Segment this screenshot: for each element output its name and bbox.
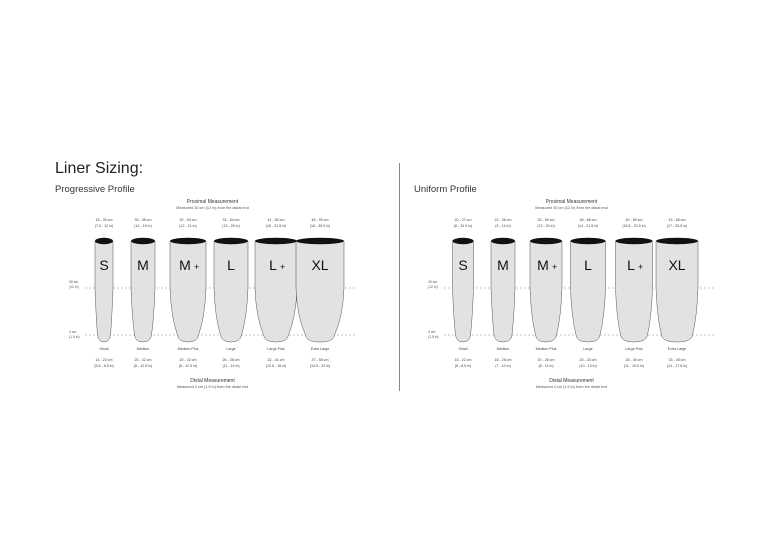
proximal-range-cm: 30 - 54 cm bbox=[179, 218, 197, 222]
marker-30cm-in: (12 in) bbox=[69, 284, 79, 289]
liner-opening bbox=[214, 238, 248, 244]
proximal-range bbox=[214, 217, 248, 229]
liner-opening bbox=[656, 238, 698, 244]
proximal-range-in: (18 - 35.5 in) bbox=[309, 224, 331, 228]
panel-subtitle-uniform: Uniform Profile bbox=[414, 184, 477, 195]
size-letter: M bbox=[537, 257, 549, 273]
distal-range-in: (5.5 - 8.5 in) bbox=[94, 364, 114, 368]
proximal-range-in: (16 - 31.5 in) bbox=[265, 224, 287, 228]
liner-opening bbox=[170, 238, 206, 244]
liner-opening bbox=[255, 238, 297, 244]
marker-30cm-cm: 30 cm bbox=[69, 280, 79, 284]
liner-medium-plus bbox=[530, 238, 562, 342]
size-name: Small bbox=[99, 347, 109, 351]
size-name: Medium bbox=[136, 347, 150, 351]
liner-opening bbox=[571, 238, 606, 244]
page-title: Liner Sizing: bbox=[55, 160, 144, 177]
size-name: Medium Plus bbox=[177, 347, 199, 351]
distal-range-cm: 26 - 36 cm bbox=[222, 358, 240, 362]
proximal-range bbox=[87, 217, 121, 229]
size-letter: M bbox=[137, 257, 149, 273]
proximal-range-in: (14 - 19 in) bbox=[134, 224, 152, 228]
size-letter: M bbox=[179, 257, 191, 273]
distal-range-in: (8 - 12.5 in) bbox=[133, 364, 153, 368]
size-letter: XL bbox=[311, 257, 329, 273]
distal-range-in: (10 - 13 in) bbox=[579, 364, 597, 368]
proximal-range-cm: 20 - 27 cm bbox=[454, 218, 472, 222]
proximal-range bbox=[617, 217, 651, 229]
size-name: Extra Large bbox=[310, 347, 330, 351]
size-plus: + bbox=[552, 262, 558, 272]
proximal-range-in: (13 - 25 in) bbox=[222, 224, 240, 228]
liner-small bbox=[95, 238, 113, 342]
liner-opening bbox=[491, 238, 515, 244]
size-letter: S bbox=[99, 257, 109, 273]
liner-small bbox=[453, 238, 474, 342]
liner-opening bbox=[616, 238, 653, 244]
marker-4cm bbox=[428, 330, 439, 339]
size-name: Large bbox=[583, 347, 593, 351]
marker-4cm bbox=[69, 330, 80, 339]
distal-header bbox=[55, 378, 370, 389]
proximal-range bbox=[486, 217, 520, 229]
distal-range-cm: 37 - 56 cm bbox=[311, 358, 329, 362]
size-letter: L bbox=[269, 257, 277, 273]
proximal-range-in: (8 - 10.5 in) bbox=[453, 224, 473, 228]
distal-range bbox=[259, 357, 293, 369]
proximal-range-in: (7.5 - 12 in) bbox=[94, 224, 114, 228]
liner-large-plus bbox=[616, 238, 653, 342]
distal-note: Measured 4 cm (1.5 in) from the distal end bbox=[176, 385, 249, 389]
distal-range-in: (8 - 12.5 in) bbox=[178, 364, 198, 368]
distal-range-cm: 32 - 41 cm bbox=[267, 358, 285, 362]
distal-title: Distal Measurement bbox=[190, 378, 235, 384]
proximal-range-in: (9 - 14 in) bbox=[495, 224, 511, 228]
size-name: Large Plus bbox=[625, 347, 643, 351]
liner-opening bbox=[131, 238, 155, 244]
distal-range bbox=[529, 357, 563, 369]
distal-range-cm: 20 - 32 cm bbox=[134, 358, 152, 362]
liner-medium bbox=[131, 238, 155, 342]
liner-large-plus bbox=[255, 238, 297, 342]
distal-range-in: (14.5 - 22 in) bbox=[309, 364, 331, 368]
distal-range bbox=[571, 357, 605, 369]
distal-title: Distal Measurement bbox=[549, 378, 594, 384]
size-plus: + bbox=[280, 262, 286, 272]
proximal-range bbox=[126, 217, 160, 229]
uniform-profile-panel bbox=[414, 193, 729, 398]
size-name: Small bbox=[458, 347, 468, 351]
proximal-range bbox=[660, 217, 694, 229]
marker-4cm-cm: 4 cm bbox=[69, 330, 77, 334]
liner-large bbox=[214, 238, 248, 342]
proximal-range bbox=[571, 217, 605, 229]
distal-range-in: (6 - 8.5 in) bbox=[454, 364, 472, 368]
size-letter: M bbox=[497, 257, 509, 273]
marker-4cm-cm: 4 cm bbox=[428, 330, 436, 334]
proximal-range-in: (16.5 - 23.5 in) bbox=[622, 224, 646, 228]
proximal-range-in: (14 - 21.5 in) bbox=[577, 224, 599, 228]
proximal-range-cm: 23 - 36 cm bbox=[494, 218, 512, 222]
distal-range-in: (7 - 10 in) bbox=[495, 364, 511, 368]
proximal-range bbox=[259, 217, 293, 229]
distal-range-in: (8 - 11 in) bbox=[538, 364, 554, 368]
distal-header bbox=[414, 378, 729, 389]
distal-range bbox=[126, 357, 160, 369]
size-name: Large bbox=[226, 347, 236, 351]
proximal-range-cm: 35 - 48 cm bbox=[134, 218, 152, 222]
proximal-range bbox=[529, 217, 563, 229]
proximal-range-cm: 40 - 80 cm bbox=[625, 218, 643, 222]
progressive-profile-panel bbox=[55, 193, 370, 398]
liner-opening bbox=[530, 238, 562, 244]
marker-4cm-in: (1.5 in) bbox=[428, 334, 439, 339]
size-letter: L bbox=[584, 257, 592, 273]
proximal-note: Measured 30 cm (12 in) from the distal end bbox=[176, 206, 249, 210]
distal-range-cm: 33 - 45 cm bbox=[668, 358, 686, 362]
liner-extra-large bbox=[656, 238, 698, 342]
proximal-note: Measured 30 cm (12 in) from the distal end bbox=[535, 206, 608, 210]
proximal-range-cm: 43 - 65 cm bbox=[668, 218, 686, 222]
proximal-range-cm: 15 - 30 cm bbox=[95, 218, 113, 222]
distal-range-in: (13 - 17.5 in) bbox=[666, 364, 688, 368]
proximal-range-in: (13 - 20 in) bbox=[537, 224, 555, 228]
distal-range bbox=[171, 357, 205, 369]
size-name: Large Plus bbox=[267, 347, 285, 351]
distal-range bbox=[446, 357, 480, 369]
liner-opening bbox=[95, 238, 113, 244]
distal-range-cm: 25 - 33 cm bbox=[579, 358, 597, 362]
liner-opening bbox=[453, 238, 474, 244]
distal-range-in: (11 - 15.5 in) bbox=[623, 364, 645, 368]
proximal-title: Proximal Measurement bbox=[545, 199, 598, 205]
distal-range-cm: 14 - 22 cm bbox=[95, 358, 113, 362]
liner-opening bbox=[296, 238, 344, 244]
distal-range bbox=[617, 357, 651, 369]
proximal-range-cm: 33 - 64 cm bbox=[222, 218, 240, 222]
proximal-range bbox=[303, 217, 337, 229]
distal-range-cm: 20 - 28 cm bbox=[537, 358, 555, 362]
size-letter: L bbox=[227, 257, 235, 273]
proximal-range-cm: 46 - 90 cm bbox=[311, 218, 329, 222]
proximal-range-cm: 41 - 80 cm bbox=[267, 218, 285, 222]
marker-30cm bbox=[428, 280, 438, 289]
size-plus: + bbox=[194, 262, 200, 272]
liner-large bbox=[571, 238, 606, 342]
proximal-range-cm: 36 - 66 cm bbox=[579, 218, 597, 222]
size-name: Medium Plus bbox=[535, 347, 557, 351]
size-name: Medium bbox=[496, 347, 510, 351]
size-letter: S bbox=[458, 257, 468, 273]
panel-divider bbox=[399, 163, 400, 391]
proximal-range-in: (17 - 25.5 in) bbox=[666, 224, 688, 228]
proximal-range-cm: 33 - 50 cm bbox=[537, 218, 555, 222]
size-letter: XL bbox=[668, 257, 686, 273]
liner-extra-large bbox=[296, 238, 344, 342]
distal-range bbox=[87, 357, 121, 369]
distal-range-in: (11 - 14 in) bbox=[222, 364, 240, 368]
distal-range-cm: 20 - 32 cm bbox=[179, 358, 197, 362]
size-letter: L bbox=[627, 257, 635, 273]
distal-range bbox=[214, 357, 248, 369]
marker-30cm-cm: 30 cm bbox=[428, 280, 438, 284]
panel-subtitle-progressive: Progressive Profile bbox=[55, 184, 135, 195]
proximal-range bbox=[446, 217, 480, 229]
size-name: Extra Large bbox=[667, 347, 687, 351]
distal-range-in: (12.5 - 16 in) bbox=[265, 364, 287, 368]
marker-30cm-in: (12 in) bbox=[428, 284, 438, 289]
distal-range bbox=[303, 357, 337, 369]
distal-range-cm: 15 - 22 cm bbox=[454, 358, 472, 362]
distal-range bbox=[660, 357, 694, 369]
size-plus: + bbox=[638, 262, 644, 272]
proximal-range-in: (12 - 21 in) bbox=[179, 224, 197, 228]
liner-medium bbox=[491, 238, 515, 342]
liner-medium-plus bbox=[170, 238, 206, 342]
distal-note: Measured 4 cm (1.5 in) from the distal end bbox=[535, 385, 608, 389]
distal-range bbox=[486, 357, 520, 369]
marker-4cm-in: (1.5 in) bbox=[69, 334, 80, 339]
proximal-title: Proximal Measurement bbox=[186, 199, 239, 205]
distal-range-cm: 18 - 26 cm bbox=[494, 358, 512, 362]
marker-30cm bbox=[69, 280, 79, 289]
distal-range-cm: 28 - 40 cm bbox=[625, 358, 643, 362]
proximal-range bbox=[171, 217, 205, 229]
